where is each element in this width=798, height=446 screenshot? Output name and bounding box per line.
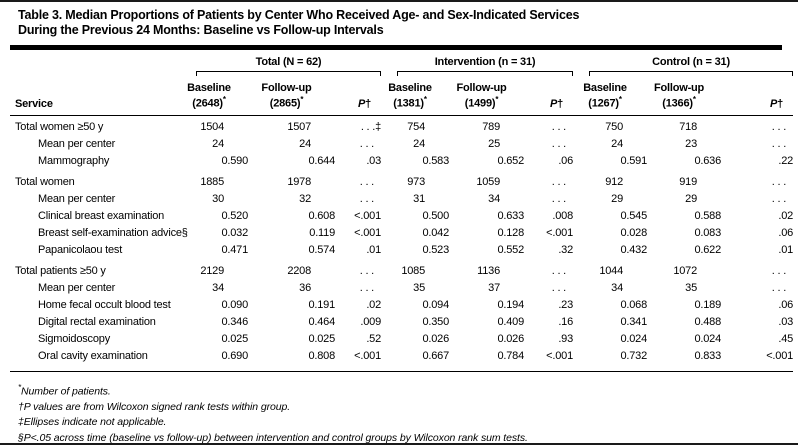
- value-cell: 0.025: [308, 332, 335, 345]
- value-cell: 0.520: [221, 209, 248, 222]
- table-row: [10, 208, 793, 225]
- service-cell: Digital rectal examination: [38, 315, 156, 328]
- value-cell: 0.068: [620, 298, 648, 311]
- value-cell: 35: [413, 281, 426, 294]
- col-header-intervention-baseline: Baseline (1381)*: [381, 76, 449, 115]
- value-cell: 29: [611, 192, 624, 205]
- group-header-total: [180, 50, 381, 76]
- value-cell: 32: [299, 192, 311, 205]
- service-cell: Mammography: [38, 154, 110, 167]
- value-cell: 24: [611, 137, 624, 150]
- value-cell: 1978: [287, 175, 311, 188]
- footnote-number-of-patients: *Number of patients.: [18, 382, 111, 398]
- value-cell: 0.784: [449, 348, 524, 372]
- service-cell: Mean per center: [38, 137, 116, 150]
- value-cell: . . .: [551, 264, 567, 277]
- value-cell: 0.026: [497, 332, 525, 345]
- table-row: [10, 280, 793, 297]
- value-cell: .52: [366, 332, 382, 345]
- value-cell: 973: [407, 175, 426, 188]
- value-cell: 0.341: [620, 315, 648, 328]
- value-cell: .03: [366, 154, 382, 167]
- value-cell: . . .: [771, 137, 787, 150]
- value-cell: 0.471: [221, 243, 248, 256]
- value-cell: 750: [605, 120, 624, 133]
- value-cell: . . .‡: [360, 120, 382, 133]
- service-cell: Sigmoidoscopy: [38, 332, 110, 345]
- value-cell: 0.636: [694, 154, 722, 167]
- value-cell: . . .: [359, 137, 375, 150]
- value-cell: 37: [488, 281, 501, 294]
- value-cell: 1136: [477, 264, 501, 277]
- value-cell: 0.633: [497, 209, 525, 222]
- value-cell: . . .: [771, 192, 787, 205]
- value-cell: . . .: [771, 281, 787, 294]
- value-cell: 912: [605, 175, 624, 188]
- value-cell: . . .: [551, 192, 567, 205]
- value-cell: 0.350: [422, 315, 450, 328]
- value-cell: . . .: [771, 120, 787, 133]
- value-cell: 0.552: [497, 243, 525, 256]
- col-header-total-followup: Follow-up (2865)*: [248, 76, 335, 115]
- value-cell: 1059: [476, 175, 501, 188]
- service-cell: Oral cavity examination: [10, 348, 180, 372]
- service-cell: Mean per center: [38, 281, 116, 294]
- value-cell: 0.590: [221, 154, 248, 167]
- col-header-total-baseline: Baseline (2648)*: [180, 76, 248, 115]
- table-row: [10, 115, 793, 136]
- table-row: [10, 225, 793, 242]
- value-cell: 23: [685, 137, 698, 150]
- table-row: [10, 242, 793, 259]
- col-header-control-p: P†: [721, 76, 793, 115]
- service-cell: Papanicolaou test: [38, 243, 123, 256]
- footnote-p-values: †P values are from Wilcoxon signed rank tests within group.: [18, 400, 291, 413]
- group-header-intervention: [381, 50, 573, 76]
- value-cell: 1504: [200, 120, 224, 133]
- value-cell: . . .: [359, 264, 375, 277]
- value-cell: 0.128: [497, 226, 525, 239]
- value-cell: .02: [778, 209, 794, 222]
- value-cell: 0.083: [694, 226, 722, 239]
- value-cell: 0.833: [647, 348, 721, 372]
- value-cell: 1885: [200, 175, 224, 188]
- value-cell: 1044: [599, 264, 624, 277]
- value-cell: <.001: [354, 226, 382, 239]
- value-cell: <.001: [546, 226, 574, 239]
- value-cell: .06: [558, 154, 574, 167]
- value-cell: 0.644: [308, 154, 335, 167]
- footnote-marker: ‡: [18, 416, 24, 429]
- value-cell: 2208: [287, 264, 311, 277]
- value-cell: <.001: [721, 348, 793, 372]
- value-cell: 0.025: [221, 332, 248, 345]
- value-cell: 24: [212, 137, 224, 150]
- footnotes: [18, 380, 798, 446]
- table-row: [10, 314, 793, 331]
- value-cell: .008: [552, 209, 574, 222]
- service-cell: Mean per center: [38, 192, 116, 205]
- value-cell: 789: [482, 120, 501, 133]
- value-cell: . . .: [551, 137, 567, 150]
- value-cell: 34: [212, 281, 224, 294]
- value-cell: .06: [778, 226, 794, 239]
- value-cell: 36: [299, 281, 311, 294]
- group-label-intervention: Intervention (n = 31): [434, 56, 536, 68]
- value-cell: 718: [679, 120, 698, 133]
- value-cell: .93: [558, 332, 574, 345]
- value-cell: 0.667: [381, 348, 449, 372]
- service-cell: Clinical breast examination: [38, 209, 165, 222]
- value-cell: . . .: [359, 281, 375, 294]
- table-body: [10, 115, 793, 371]
- table-row: [10, 348, 793, 372]
- value-cell: 0.119: [309, 226, 335, 239]
- table-title-line2: During the Previous 24 Months: Baseline vs Follow-up Intervals: [18, 23, 384, 37]
- value-cell: . . .: [359, 175, 375, 188]
- data-table: [10, 50, 793, 372]
- value-cell: 0.488: [694, 315, 722, 328]
- group-header-spacer: [10, 50, 180, 76]
- value-cell: 24: [413, 137, 426, 150]
- service-cell: Total women ≥50 y: [15, 120, 104, 133]
- value-cell: 1072: [673, 264, 698, 277]
- footnote-marker: §: [18, 431, 24, 444]
- table-row: [10, 153, 793, 170]
- service-cell: Total women: [15, 175, 75, 188]
- table-row: [10, 259, 793, 280]
- value-cell: . . .: [771, 175, 787, 188]
- value-cell: 0.622: [694, 243, 722, 256]
- service-cell: Total patients ≥50 y: [15, 264, 106, 277]
- value-cell: 34: [488, 192, 501, 205]
- value-cell: 0.591: [620, 154, 648, 167]
- value-cell: .03: [778, 315, 794, 328]
- value-cell: .45: [778, 332, 794, 345]
- value-cell: 31: [413, 192, 426, 205]
- value-cell: 0.583: [422, 154, 450, 167]
- value-cell: 0.191: [308, 298, 335, 311]
- footnote-ellipses: ‡Ellipses indicate not applicable.: [18, 416, 167, 429]
- value-cell: 0.042: [422, 226, 450, 239]
- value-cell: . . .: [359, 192, 375, 205]
- value-cell: 0.194: [497, 298, 525, 311]
- value-cell: . . .: [771, 264, 787, 277]
- table-title-line1: Table 3. Median Proportions of Patients by Center Who Received Age- and Sex-Indicated Services: [18, 8, 580, 22]
- table-row: [10, 297, 793, 314]
- service-cell: Home fecal occult blood test: [38, 298, 171, 311]
- group-label-control: Control (n = 31): [652, 56, 730, 68]
- table-title: [18, 8, 798, 38]
- value-cell: 0.523: [422, 243, 450, 256]
- value-cell: 0.432: [620, 243, 648, 256]
- col-header-intervention-p: P†: [524, 76, 573, 115]
- value-cell: 29: [685, 192, 698, 205]
- col-header-control-baseline: Baseline (1267)*: [573, 76, 647, 115]
- footnote-marker: †: [18, 400, 24, 413]
- value-cell: 0.608: [308, 209, 335, 222]
- value-cell: 0.574: [308, 243, 335, 256]
- footnote-marker: *: [18, 382, 22, 392]
- value-cell: 25: [488, 137, 501, 150]
- group-header-control: [573, 50, 793, 76]
- value-cell: 0.409: [497, 315, 525, 328]
- table-row: [10, 170, 793, 191]
- value-cell: 2129: [200, 264, 224, 277]
- group-header-row: [10, 50, 793, 76]
- value-cell: . . .: [551, 281, 567, 294]
- value-cell: .16: [558, 315, 574, 328]
- value-cell: 0.024: [620, 332, 648, 345]
- value-cell: .01: [366, 243, 382, 256]
- value-cell: 0.500: [422, 209, 450, 222]
- group-label-total: Total (N = 62): [255, 56, 322, 68]
- value-cell: .22: [778, 154, 794, 167]
- col-header-intervention-followup: Follow-up (1499)*: [449, 76, 524, 115]
- value-cell: 0.588: [694, 209, 722, 222]
- value-cell: .009: [360, 315, 382, 328]
- table-row: [10, 136, 793, 153]
- service-cell: Breast self-examination advice§: [38, 226, 188, 239]
- value-cell: 1507: [287, 120, 311, 133]
- value-cell: <.001: [335, 348, 381, 372]
- value-cell: 0.346: [221, 315, 248, 328]
- value-cell: . . .: [551, 120, 567, 133]
- col-header-control-followup: Follow-up (1366)*: [647, 76, 721, 115]
- value-cell: .02: [366, 298, 382, 311]
- table-row: [10, 191, 793, 208]
- column-header-row: [10, 76, 793, 115]
- value-cell: 30: [212, 192, 224, 205]
- value-cell: 34: [611, 281, 624, 294]
- value-cell: <.001: [354, 209, 382, 222]
- value-cell: .06: [778, 298, 794, 311]
- col-header-total-p: P†: [335, 76, 381, 115]
- value-cell: .23: [558, 298, 574, 311]
- value-cell: 0.464: [308, 315, 335, 328]
- value-cell: 0.094: [422, 298, 450, 311]
- col-header-service: Service: [10, 76, 180, 115]
- value-cell: 754: [407, 120, 426, 133]
- value-cell: 0.032: [221, 226, 248, 239]
- value-cell: 0.026: [422, 332, 450, 345]
- value-cell: <.001: [524, 348, 573, 372]
- footnote-significance: §P<.05 across time (baseline vs follow-up) between intervention and control groups by Wilcoxon rank sum tests.: [18, 431, 528, 444]
- value-cell: .01: [778, 243, 794, 256]
- value-cell: . . .: [551, 175, 567, 188]
- value-cell: 0.732: [573, 348, 647, 372]
- value-cell: 0.090: [221, 298, 248, 311]
- table-row: [10, 331, 793, 348]
- value-cell: 0.545: [620, 209, 648, 222]
- value-cell: 0.189: [694, 298, 722, 311]
- value-cell: 0.652: [497, 154, 525, 167]
- value-cell: 1085: [401, 264, 426, 277]
- value-cell: 35: [685, 281, 698, 294]
- value-cell: 919: [679, 175, 698, 188]
- value-cell: 0.024: [694, 332, 722, 345]
- value-cell: 0.690: [180, 348, 248, 372]
- value-cell: 0.808: [248, 348, 335, 372]
- value-cell: 24: [299, 137, 311, 150]
- value-cell: 0.028: [620, 226, 648, 239]
- value-cell: .32: [558, 243, 574, 256]
